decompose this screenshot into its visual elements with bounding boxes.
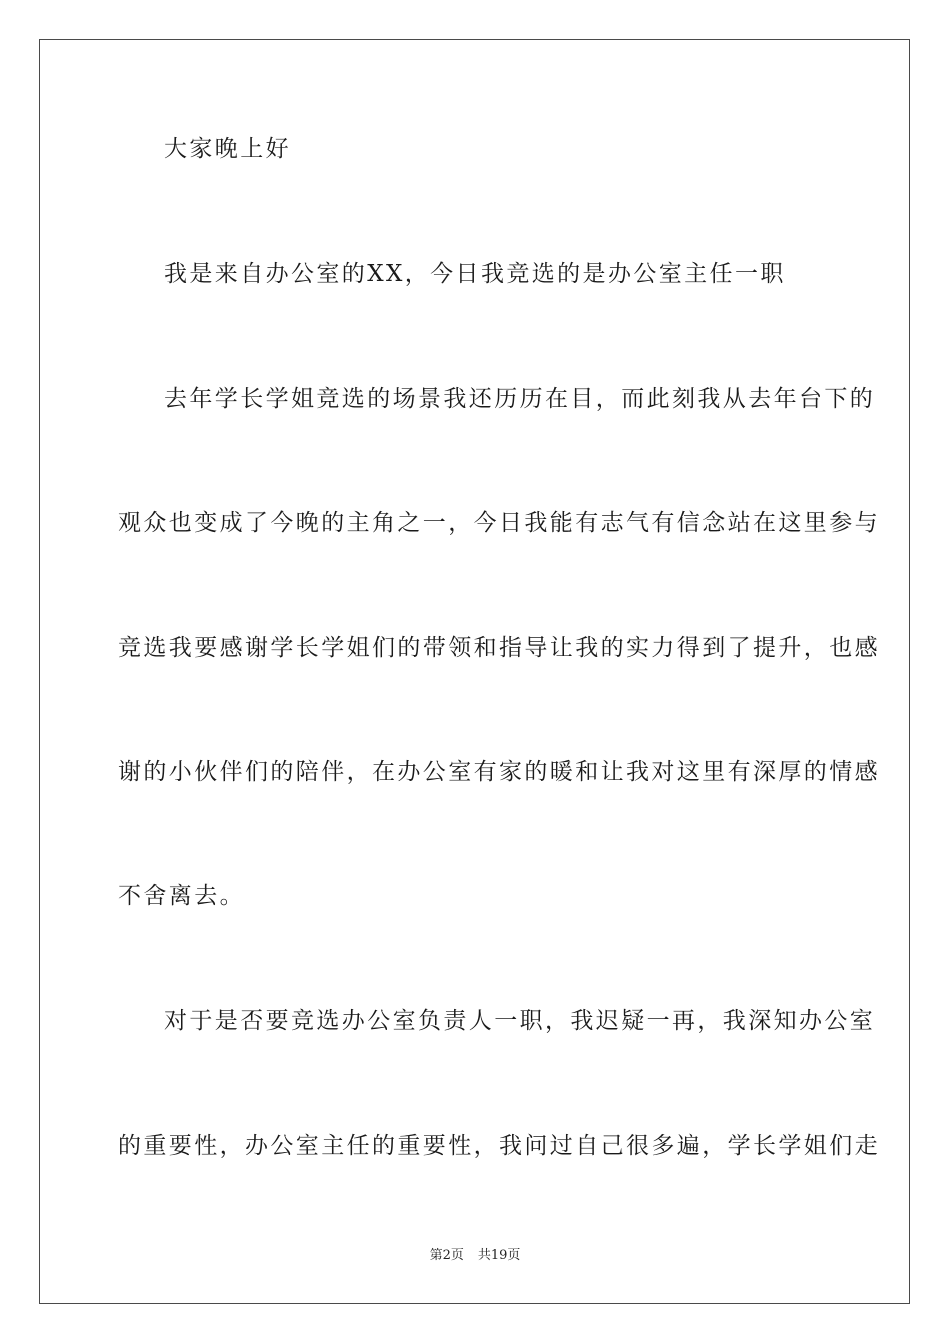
- page-total: 共19页: [477, 1248, 521, 1263]
- page-number: 第2页: [429, 1248, 464, 1263]
- paragraph-line: 观众也变成了今晚的主角之一，今日我能有志气有信念站在这里参与: [118, 510, 880, 536]
- paragraph-line: 不舍离去。: [118, 883, 245, 909]
- paragraph-line: 的重要性，办公室主任的重要性，我问过自己很多遍，学长学姐们走: [118, 1133, 880, 1159]
- paragraph-intro: 我是来自办公室的XX，今日我竞选的是办公室主任一职: [164, 261, 786, 287]
- paragraph-line: 去年学长学姐竞选的场景我还历历在目，而此刻我从去年台下的: [164, 386, 876, 412]
- paragraph-line: 对于是否要竞选办公室负责人一职，我迟疑一再，我深知办公室: [164, 1008, 876, 1034]
- paragraph-greeting: 大家晚上好: [164, 136, 291, 162]
- paragraph-line: 竞选我要感谢学长学姐们的带领和指导让我的实力得到了提升，也感: [118, 635, 880, 661]
- page-footer: [0, 1246, 950, 1266]
- page-frame: [39, 39, 910, 1304]
- paragraph-line: 谢的小伙伴们的陪伴，在办公室有家的暖和让我对这里有深厚的情感: [118, 759, 880, 785]
